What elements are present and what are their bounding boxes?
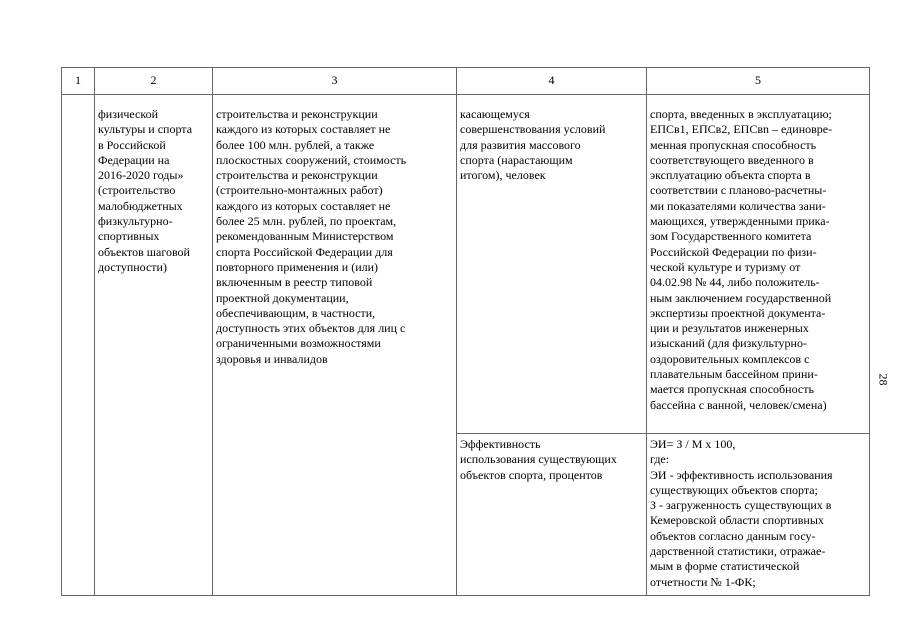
header-cell-2: 2 xyxy=(95,68,213,95)
cell-indicator-name: касающемуся совершенствования условий для развития массового спорта (нарастающим итогом), человек xyxy=(457,95,647,434)
cell-construction-description: строительства и реконструкции каждого из которых составляет не более 100 млн. рублей, а также плоскостных сооружений, стоимость строительства и реконструкции (строительно-монтажных работ) каждого из которых составляет не более 25 млн. рублей, по проектам, рекомендованным Министерством спорта Российской Федерации для повторного применения и (или) включенным в реестр типовой проектной документации, обеспечивающим, в частности, доступность этих объектов для лиц с ограниченными возможностями здоровья и инвалидов xyxy=(213,95,457,596)
cell-calculation-method: спорта, введенных в эксплуатацию; ЕПСв1, ЕПСв2, ЕПСвn – единовре- менная пропускная способность соответствующего введенного в эксплуатацию объекта спорта в соответствии с планово-расчетны- ми показателями количества зани- мающихся, утвержденными прика- зом Государственного комитета Российской Федерации по физи- ческой культуре и туризму от 04.02.98 № 44, либо положитель- ным заключением государственной экспертизы проектной документа- ции и результатов инженерных изысканий (для физкультурно- оздоровительных комплексов с плавательным бассейном прини- мается пропускная способность бассейна с ванной, человек/смена) xyxy=(647,95,870,434)
header-cell-1: 1 xyxy=(62,68,95,95)
header-cell-3: 3 xyxy=(213,68,457,95)
cell-col1 xyxy=(62,95,95,596)
cell-efficiency-formula: ЭИ= З / М х 100, где: ЭИ - эффективность использования существующих объектов спорта; З - загруженность существующих в Кемеровской области спортивных объектов согласно данным госу- дарственной статистики, отражае- мым в форме статистической отчетности № 1-ФК; xyxy=(647,434,870,596)
page-number: 28 xyxy=(876,373,891,386)
header-row xyxy=(62,68,870,95)
table-row xyxy=(62,95,870,434)
cell-efficiency-indicator: Эффективность использования существующих объектов спорта, процентов xyxy=(457,434,647,596)
cell-program-name: физической культуры и спорта в Российской Федерации на 2016-2020 годы» (строительство малобюджетных физкультурно- спортивных объектов шаговой доступности) xyxy=(95,95,213,596)
header-cell-4: 4 xyxy=(457,68,647,95)
document-table xyxy=(61,67,870,596)
header-cell-5: 5 xyxy=(647,68,870,95)
